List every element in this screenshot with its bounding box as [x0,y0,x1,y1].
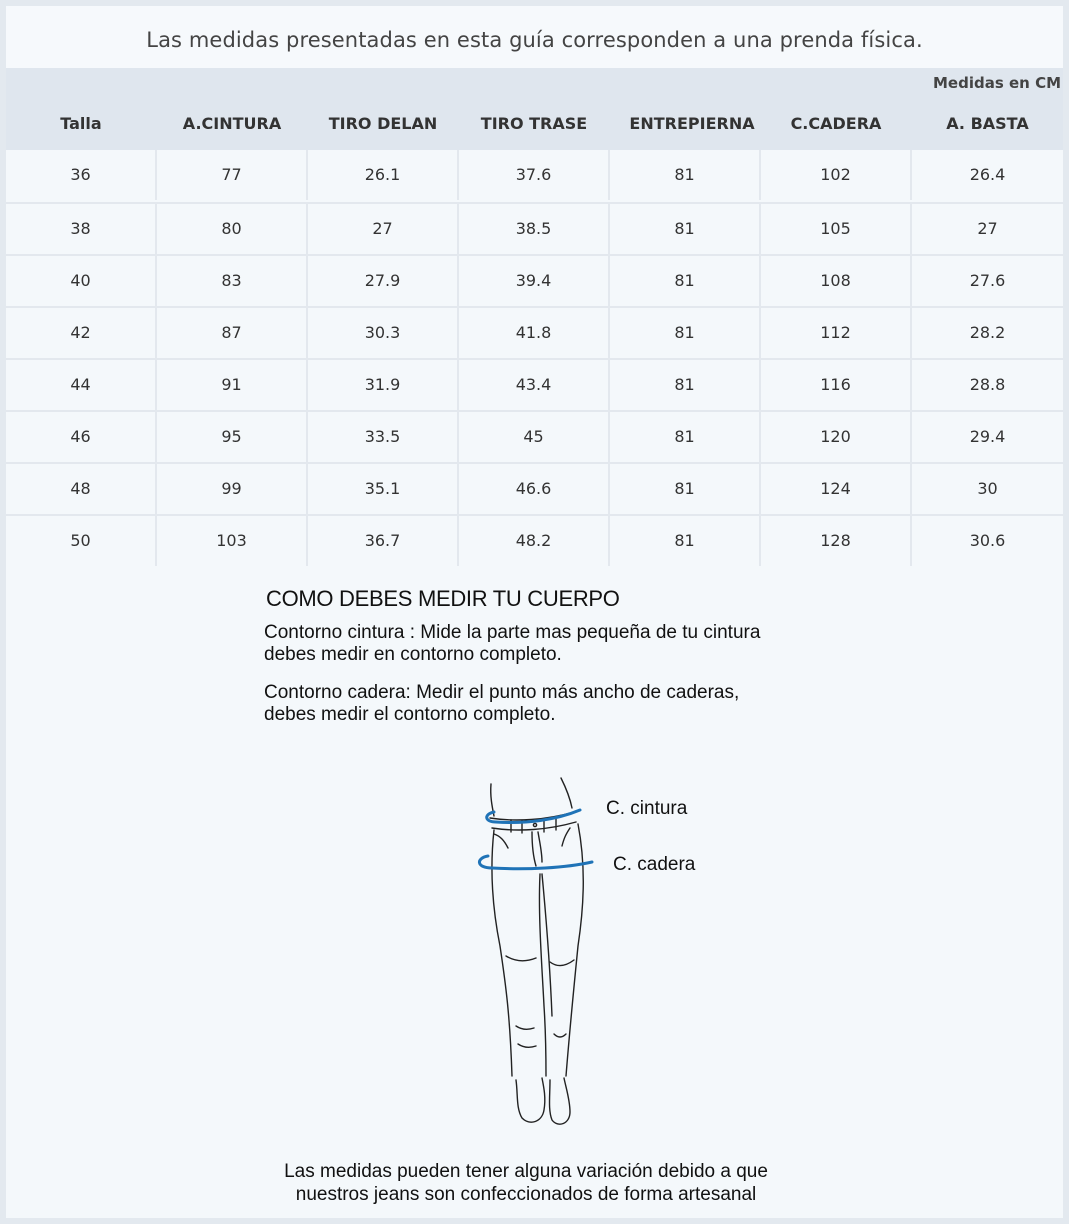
table-row [6,514,1063,566]
table-row [6,202,1063,254]
col-header-cadera: C.CADERA [790,114,882,133]
cell-basta: 29.4 [969,427,1006,446]
cell-tiro-delan: 27.9 [308,256,459,306]
cell-entrepierna: 81 [610,464,761,514]
measuring-guide [264,586,824,742]
notice-text: Las medidas presentadas en esta guía corresponden a una prenda física. [6,6,1063,68]
cell-cadera: 128 [761,516,912,566]
table-row [6,462,1063,514]
cell-entrepierna: 81 [610,360,761,410]
cell-entrepierna: 81 [610,150,761,200]
cell-talla: 50 [6,516,157,566]
waist-instructions [264,622,824,666]
cell-cintura: 80 [157,204,308,254]
col-header-tiro-trase: TIRO TRASE [480,114,588,133]
cell-cadera: 108 [761,256,912,306]
cell-tiro-trase: 41.8 [459,308,610,358]
cell-cadera: 120 [761,412,912,462]
cell-tiro-trase: 48.2 [459,516,610,566]
cell-talla: 48 [6,464,157,514]
waist-instruction-line: debes medir en contorno completo. [264,644,562,665]
footer-line: Las medidas pueden tener alguna variación debido a que [284,1161,768,1182]
jeans-illustration [466,776,726,1136]
table-row [6,150,1063,202]
col-header-tiro-delan: TIRO DELAN [328,114,438,133]
col-header-entrepierna: ENTREPIERNA [629,114,755,133]
cell-entrepierna: 81 [610,412,761,462]
cell-talla: 36 [6,150,157,200]
cell-cintura: 77 [157,150,308,200]
cell-entrepierna: 81 [610,516,761,566]
cell-cintura: 83 [157,256,308,306]
jeans-drawing [466,776,726,1136]
cell-entrepierna: 81 [610,308,761,358]
cell-basta: 28.8 [969,375,1006,394]
cell-cadera: 112 [761,308,912,358]
cell-talla: 44 [6,360,157,410]
cell-cintura: 91 [157,360,308,410]
waist-measure-label: C. cintura [606,798,688,819]
table-row [6,358,1063,410]
cell-basta: 30.6 [969,531,1006,550]
cell-basta: 30 [977,479,998,498]
waist-instruction-line: Contorno cintura : Mide la parte mas pequeña de tu cintura [264,622,761,643]
cell-tiro-delan: 27 [308,204,459,254]
table-row [6,410,1063,462]
cell-tiro-trase: 37.6 [459,150,610,200]
cell-tiro-delan: 30.3 [308,308,459,358]
cell-cintura: 103 [157,516,308,566]
cell-tiro-delan: 31.9 [308,360,459,410]
cell-talla: 42 [6,308,157,358]
cell-tiro-trase: 43.4 [459,360,610,410]
cell-talla: 38 [6,204,157,254]
cell-tiro-delan: 33.5 [308,412,459,462]
col-header-talla: Talla [60,114,102,133]
cell-basta: 26.4 [969,165,1006,184]
footer-line: nuestros jeans son confeccionados de forma artesanal [295,1184,757,1205]
hip-instructions [264,682,824,726]
cell-tiro-trase: 46.6 [459,464,610,514]
size-table-body [6,150,1063,566]
col-header-basta: A. BASTA [946,114,1029,133]
cell-entrepierna: 81 [610,256,761,306]
cell-talla: 46 [6,412,157,462]
cell-tiro-delan: 26.1 [308,150,459,200]
cell-basta: 28.2 [969,323,1006,342]
table-header [6,68,1063,150]
cell-cadera: 102 [761,150,912,200]
col-header-cintura: A.CINTURA [182,114,282,133]
hip-instruction-line: Contorno cadera: Medir el punto más ancho de caderas, [264,682,740,703]
table-row [6,306,1063,358]
units-label: Medidas en CM [933,74,1061,92]
cell-tiro-delan: 35.1 [308,464,459,514]
cell-cadera: 124 [761,464,912,514]
hip-measure-label: C. cadera [613,854,696,875]
size-guide-panel [6,6,1063,1218]
cell-tiro-trase: 38.5 [459,204,610,254]
guide-title: COMO DEBES MEDIR TU CUERPO [266,586,620,611]
cell-entrepierna: 81 [610,204,761,254]
cell-tiro-trase: 39.4 [459,256,610,306]
hip-instruction-line: debes medir el contorno completo. [264,704,556,725]
cell-talla: 40 [6,256,157,306]
cell-cintura: 95 [157,412,308,462]
cell-tiro-delan: 36.7 [308,516,459,566]
footer-note [226,1160,826,1206]
cell-basta: 27.6 [969,271,1006,290]
cell-cintura: 99 [157,464,308,514]
cell-cintura: 87 [157,308,308,358]
cell-basta: 27 [977,219,998,238]
cell-tiro-trase: 45 [459,412,610,462]
cell-cadera: 105 [761,204,912,254]
table-row [6,254,1063,306]
cell-cadera: 116 [761,360,912,410]
